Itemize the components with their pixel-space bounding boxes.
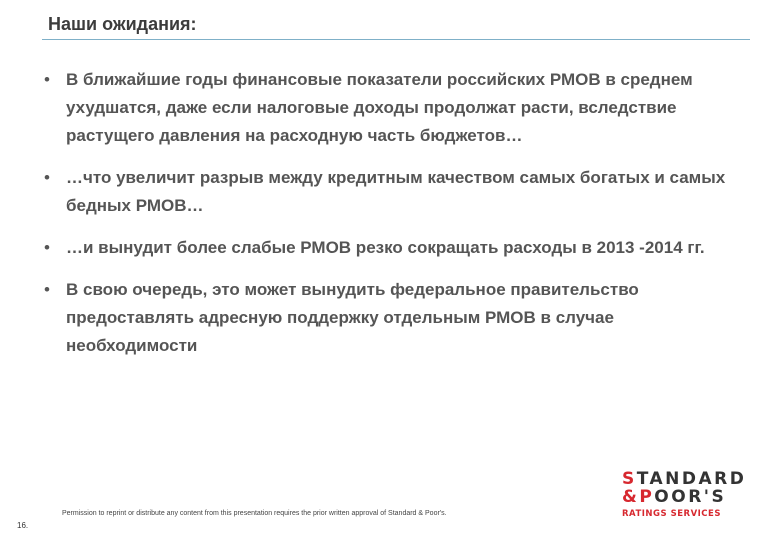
logo-line-standard: STANDARD: [622, 469, 747, 489]
bullet-text: В ближайшие годы финансовые показатели российских РМОВ в среднем ухудшатся, даже если налоговые доходы продолжат расти, вследствие растущего давления на расходную часть бюджетов…: [66, 70, 693, 145]
bullet-item-3: [44, 234, 744, 262]
slide-title: Наши ожидания:: [48, 14, 197, 34]
standard-and-poors-logo: [622, 470, 752, 519]
bullet-dot: •: [44, 238, 50, 257]
bullet-item-4: [44, 276, 744, 360]
copyright-disclaimer: Permission to reprint or distribute any content from this presentation requires the prior written approval of Standard & Poor's.: [62, 510, 447, 517]
bullet-text: В свою очередь, это может вынудить федеральное правительство предоставлять адресную поддержку отдельным РМОВ в случае необходимости: [66, 280, 639, 355]
bullet-item-2: [44, 164, 744, 220]
bullet-text: …и вынудит более слабые РМОВ резко сокращать расходы в 2013 -2014 гг.: [66, 238, 705, 257]
bullet-dot: •: [44, 280, 50, 299]
bullet-dot: •: [44, 168, 50, 187]
bullet-list: [44, 66, 744, 374]
bullet-text: …что увеличит разрыв между кредитным качеством самых богатых и самых бедных РМОВ…: [66, 168, 726, 215]
logo-line-poors: &POOR'S: [622, 487, 727, 507]
logo-ratings-services: RATINGS SERVICES: [622, 509, 721, 519]
bullet-dot: •: [44, 70, 50, 89]
bullet-item-1: [44, 66, 744, 150]
title-divider: [42, 39, 750, 40]
page-number: 16.: [17, 521, 29, 530]
